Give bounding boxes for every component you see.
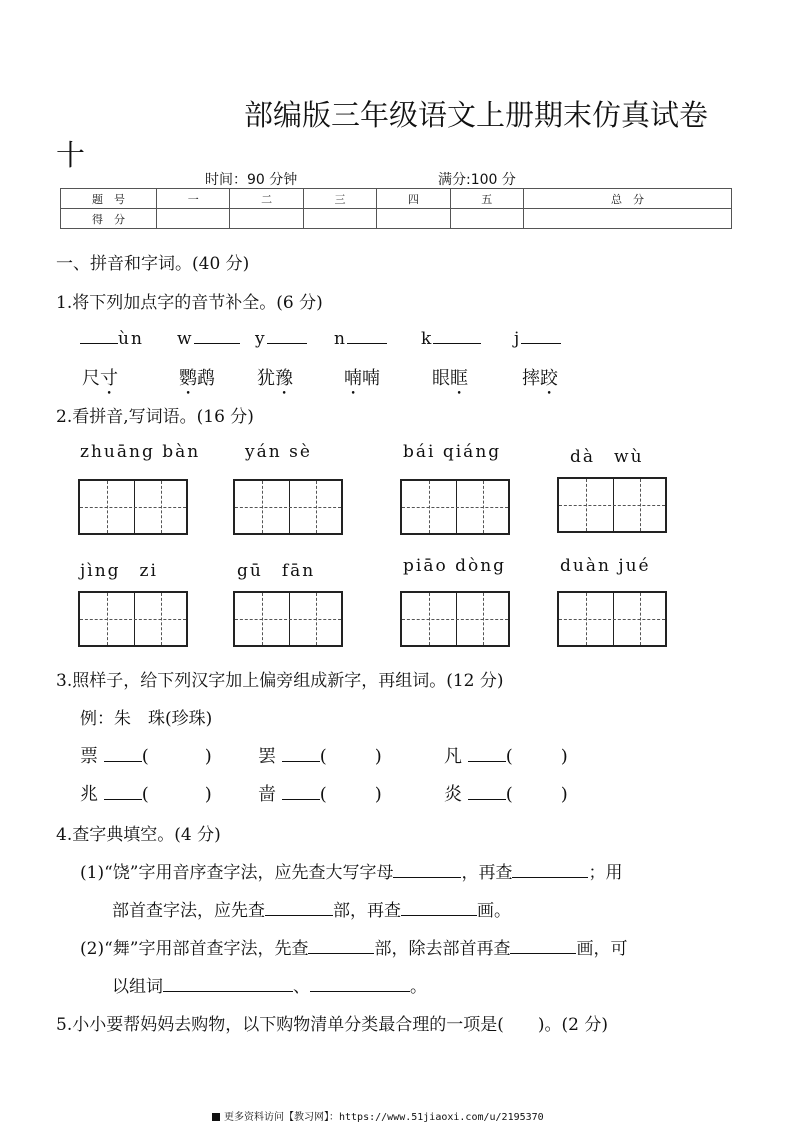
answer-blank[interactable] <box>510 937 576 954</box>
score-cell[interactable] <box>230 209 303 229</box>
pinyin-prompt: jìng zi <box>80 561 158 581</box>
pinyin-prompt: duàn jué <box>560 556 651 576</box>
dotted-word: 尺寸 <box>82 368 118 389</box>
score-cell[interactable] <box>377 209 450 229</box>
writing-grid[interactable] <box>233 479 343 535</box>
flag-icon <box>212 1113 220 1121</box>
score-cell[interactable] <box>523 209 731 229</box>
pinyin-item: y <box>255 327 307 349</box>
score-cell[interactable] <box>157 209 230 229</box>
answer-blank[interactable] <box>347 327 387 344</box>
section-1-title: 一、拼音和字词。(40 分) <box>56 254 250 274</box>
question-4-line-3: (2)“舞”字用部首查字法，先查 部，除去部首再查 画，可 <box>80 939 628 959</box>
pinyin-prompt: gū fān <box>237 561 316 581</box>
question-2-title: 2.看拼音,写词语。(16 分) <box>56 407 254 427</box>
answer-blank[interactable] <box>163 975 293 992</box>
radical-item: 凡 ( ) <box>444 746 568 767</box>
page-title: 部编版三年级语文上册期末仿真试卷 <box>244 98 709 132</box>
score-header-2: 二 <box>230 189 303 209</box>
score-row-label: 得 分 <box>61 209 157 229</box>
pinyin-prompt: dà wù <box>570 447 644 467</box>
pinyin-item: ùn <box>80 327 144 349</box>
question-4-line-1: (1)“饶”字用音序查字法，应先查大写字母 ，再查 ；用 <box>80 863 623 883</box>
pinyin-item: w <box>177 327 240 349</box>
dotted-word: 眼眶 <box>432 368 468 389</box>
writing-grid[interactable] <box>78 479 188 535</box>
question-5-title: 5.小小要帮妈妈去购物，以下购物清单分类最合理的一项是( )。(2 分) <box>56 1015 608 1035</box>
score-header-label: 题 号 <box>61 189 157 209</box>
dotted-word: 鹦鹉 <box>179 368 215 389</box>
score-header-3: 三 <box>303 189 376 209</box>
question-4-line-2: 部首查字法，应先查 部，再查 画。 <box>112 901 511 921</box>
question-4-title: 4.查字典填空。(4 分) <box>56 825 221 845</box>
answer-blank[interactable] <box>282 783 320 800</box>
answer-blank[interactable] <box>468 745 506 762</box>
question-4-line-4: 以组词 、 。 <box>112 977 427 997</box>
answer-blank[interactable] <box>468 783 506 800</box>
writing-grid[interactable] <box>400 591 510 647</box>
answer-blank[interactable] <box>393 861 461 878</box>
writing-grid[interactable] <box>400 479 510 535</box>
radical-item: 罢 ( ) <box>258 746 382 767</box>
answer-blank[interactable] <box>104 745 142 762</box>
answer-blank[interactable] <box>433 327 481 344</box>
answer-blank[interactable] <box>401 899 477 916</box>
radical-item: 炎 ( ) <box>444 784 568 805</box>
score-header-4: 四 <box>377 189 450 209</box>
pinyin-prompt: yán sè <box>245 442 312 462</box>
score-header-total: 总 分 <box>523 189 731 209</box>
dotted-word: 摔跤 <box>522 368 558 389</box>
answer-blank[interactable] <box>194 327 240 344</box>
pinyin-prompt: piāo dòng <box>403 556 507 576</box>
writing-grid[interactable] <box>78 591 188 647</box>
answer-blank[interactable] <box>282 745 320 762</box>
pinyin-item: k <box>421 327 481 349</box>
score-cell[interactable] <box>450 209 523 229</box>
dotted-word: 犹豫 <box>257 368 293 389</box>
footer-link[interactable]: 更多资料访问【教习网】：https://www.51jiaoxi.com/u/2195370 <box>212 1108 544 1123</box>
writing-grid[interactable] <box>233 591 343 647</box>
pinyin-item: n <box>334 327 387 349</box>
score-table <box>60 188 732 229</box>
score-header-1: 一 <box>157 189 230 209</box>
answer-blank[interactable] <box>521 327 561 344</box>
answer-blank[interactable] <box>104 783 142 800</box>
score-header-5: 五 <box>450 189 523 209</box>
question-3-example: 例：朱 珠(珍珠) <box>80 709 213 729</box>
score-cell[interactable] <box>303 209 376 229</box>
writing-grid[interactable] <box>557 591 667 647</box>
question-3-title: 3.照样子，给下列汉字加上偏旁组成新字，再组词。(12 分) <box>56 671 504 691</box>
pinyin-prompt: bái qiáng <box>403 442 502 462</box>
answer-blank[interactable] <box>265 899 333 916</box>
answer-blank[interactable] <box>267 327 307 344</box>
question-1-title: 1.将下列加点字的音节补全。(6 分) <box>56 293 323 313</box>
radical-item: 兆 ( ) <box>80 784 212 805</box>
writing-grid[interactable] <box>557 477 667 533</box>
pinyin-item: j <box>514 327 561 349</box>
answer-blank[interactable] <box>80 327 118 344</box>
exam-full-score: 满分:100 分 <box>438 172 516 188</box>
answer-blank[interactable] <box>308 937 374 954</box>
radical-item: 啬 ( ) <box>258 784 382 805</box>
page-title-continued: 十 <box>56 138 86 172</box>
dotted-word: 喃喃 <box>344 368 380 389</box>
exam-time: 时间：90 分钟 <box>205 172 298 188</box>
pinyin-prompt: zhuāng bàn <box>80 442 201 462</box>
answer-blank[interactable] <box>310 975 410 992</box>
answer-blank[interactable] <box>512 861 588 878</box>
radical-item: 票 ( ) <box>80 746 212 767</box>
